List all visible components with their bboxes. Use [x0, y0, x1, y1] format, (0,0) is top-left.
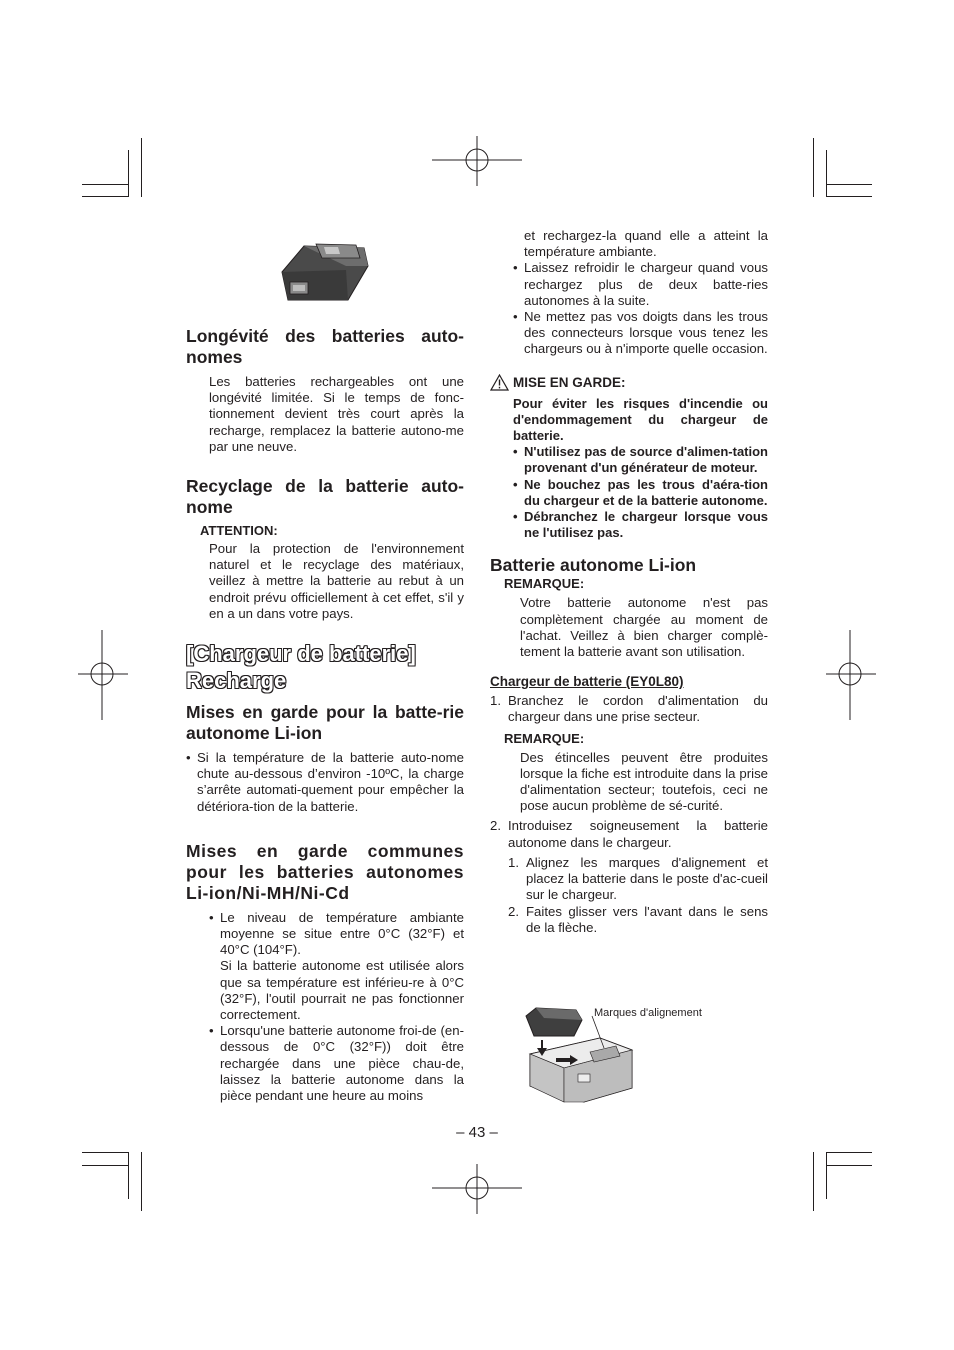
substep-number: 1.: [508, 854, 519, 870]
list-item: [209, 910, 464, 1023]
registration-target-right: [826, 628, 876, 722]
list-item: • Laissez refroidir le chargeur quand vous rechargez plus de deux batte-ries autonomes à la suite.: [513, 260, 768, 309]
alignment-marks-label: Marques d'alignement: [594, 1007, 702, 1019]
big-title-line-2: Recharge: [186, 668, 287, 694]
warning-triangle-icon: [490, 374, 509, 391]
list-item-continuation: Si la batterie autonome est utilisée alors que sa température est inférieu-re à 0°C (32°F), l'outil pourrait ne pas fonctionner correctement.: [220, 958, 464, 1023]
warning-list: [490, 444, 768, 541]
substep-item: [508, 904, 768, 936]
step-text: Introduisez soigneusement la batterie autonome dans le chargeur.: [508, 818, 768, 850]
step-number: 2.: [490, 818, 501, 834]
heading-longevite: Longévité des batteries auto-nomes: [186, 326, 464, 367]
substep-text: Faites glisser vers l'avant dans le sens de la flèche.: [526, 903, 768, 935]
list-item-text: Le niveau de température ambiante moyenne se situe entre 0°C (32°F) et 40°C (104°F).: [220, 909, 464, 958]
liion-list: [186, 750, 464, 815]
steps-list: [490, 693, 768, 725]
list-item: • Ne mettez pas vos doigts dans les trous des connecteurs lorsque vous tenez les chargeurs ou à n'importe quelle occasion.: [513, 309, 768, 358]
step-text: Branchez le cordon d'alimentation du chargeur dans une prise secteur.: [508, 693, 768, 725]
heading-batterie-liion: Batterie autonome Li-ion: [490, 555, 697, 576]
list-item: • Ne bouchez pas les trous d'aéra-tion du chargeur et de la batterie autonome.: [513, 477, 768, 509]
list-item: • N'utilisez pas de source d'alimen-tation provenant d'un générateur de moteur.: [513, 444, 768, 476]
heading-communes: Mises en garde communes pour les batteries autonomes Li-ion/Ni-MH/Ni-Cd: [186, 840, 464, 903]
remarque-label-2: REMARQUE:: [504, 730, 585, 746]
right-bullet-list: [490, 260, 768, 357]
remarque-label-1: REMARQUE:: [504, 576, 585, 592]
registration-target-left: [78, 628, 128, 722]
substep-item: [508, 855, 768, 904]
remarque-text-2: Des étincelles peuvent être produites lorsque la fiche est introduite dans la prise d'alimentation secteur; toutefois, ceci ne pose aucun problème de sé-curité.: [520, 749, 768, 814]
warning-intro: Pour éviter les risques d'incendie ou d'endommagement du chargeur de batterie.: [513, 395, 768, 444]
right-column: [490, 228, 768, 936]
paragraph-longevite: Les batteries rechargeables ont une longévité limitée. Si le temps de fonc-tionnement devient très court après la recharge, remplacez la batterie autono-me par une neuve.: [209, 374, 464, 454]
page-number: – 43 –: [456, 1124, 498, 1141]
heading-mises-liion: Mises en garde pour la batte-rie autonome Li-ion: [186, 702, 464, 744]
substep-text: Alignez les marques d'alignement et placez la batterie dans le poste d'ac-cueil sur le chargeur.: [526, 854, 768, 903]
registration-target-bottom: [430, 1164, 524, 1214]
registration-target-top: [430, 136, 524, 186]
step-item: [490, 693, 768, 725]
charger-illustration: [520, 1006, 640, 1106]
substep-number: 2.: [508, 903, 519, 919]
attention-label: ATTENTION:: [200, 523, 278, 539]
communes-list: [186, 910, 464, 1104]
big-title-line-1: [Chargeur de batterie]: [186, 641, 416, 667]
substeps-list: [490, 855, 768, 936]
charger-title: Chargeur de batterie (EY0L80): [490, 674, 684, 690]
step-number: 1.: [490, 693, 501, 709]
battery-pack-illustration: [276, 238, 372, 306]
left-column: [186, 326, 464, 1104]
heading-recyclage: Recyclage de la batterie auto-nome: [186, 476, 464, 518]
list-item: • Si la température de la batterie auto-nome chute au-dessous d’environ -10ºC, la charge s’arrête automati-quement pour empêcher la détériora-tion de la batterie.: [186, 750, 464, 815]
paragraph-attention: Pour la protection de l'environnement naturel et le recyclage des matériaux, veillez à mettre la batterie au rebut à un endroit prévu officiellement à cet effet, s'il y en a un dans votre pays.: [209, 541, 464, 621]
step-item: [490, 818, 768, 850]
list-item: • Lorsqu'une batterie autonome froi-de (en-dessous de 0°C (32°F)) doit être rechargée dans une pièce chau-de, laissez la batterie autonome dans la pièce pendant une heure au moins: [209, 1023, 464, 1104]
warning-label: MISE EN GARDE:: [513, 374, 626, 390]
continuation-text: et rechargez-la quand elle a atteint la température ambiante.: [524, 228, 768, 260]
list-item: • Débranchez le chargeur lorsque vous ne l'utilisez pas.: [513, 509, 768, 541]
big-title: [186, 640, 464, 694]
remarque-text-1: Votre batterie autonome n'est pas complètement chargée au moment de l'achat. Veillez à bien charger complè-tement la batterie avant son utilisation.: [520, 595, 768, 660]
steps-list-2: [490, 818, 768, 850]
warning-header: [490, 374, 768, 391]
